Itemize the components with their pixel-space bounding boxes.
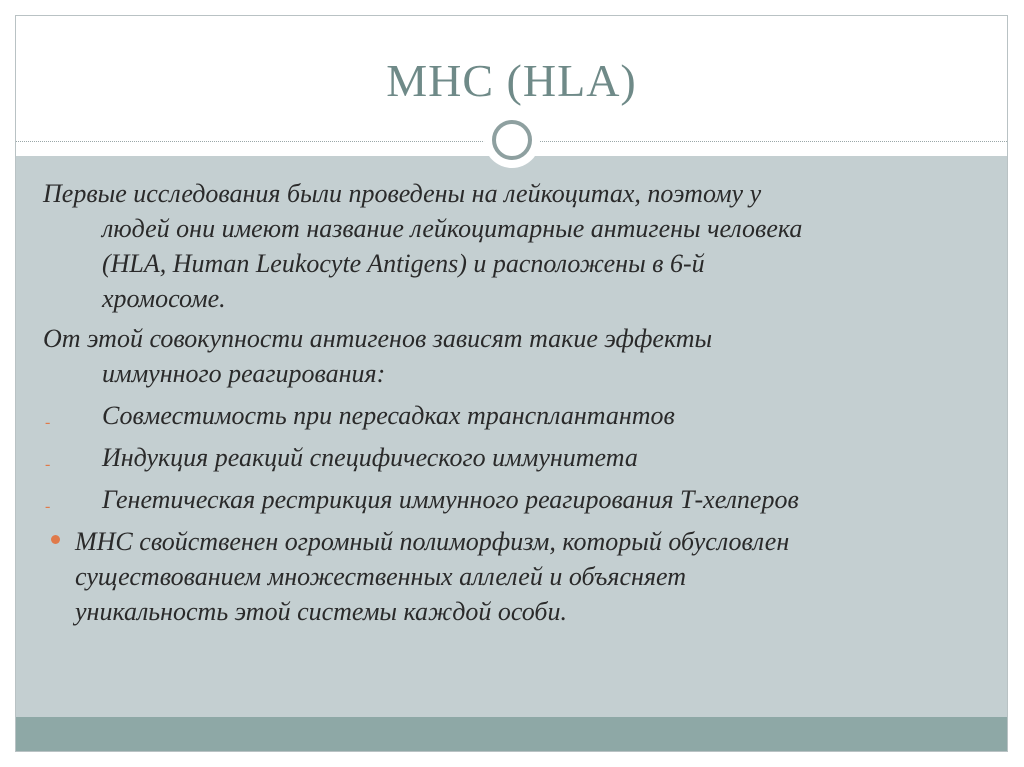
text-line: уникальность этой системы каждой особи. [75,597,567,626]
text-line: существованием множественных аллелей и объясняет [75,562,686,591]
dash-marker: - [45,414,51,431]
bullet-dot-icon [51,535,60,544]
content-area [16,156,1007,717]
text-line: Первые исследования были проведены на лейкоцитах, поэтому у [43,179,762,208]
ring-icon [492,120,532,160]
text-line: людей они имеют название лейкоцитарные антигены человека [102,214,803,243]
list-item: Индукция реакций специфического иммунитета [102,443,638,472]
slide-title: MHC (HLA) [386,55,637,106]
slide [15,15,1008,752]
dash-marker: - [45,456,51,473]
circle-ornament-icon [484,112,540,168]
list-item: Совместимость при пересадках трансплантантов [102,401,675,430]
text-line: От этой совокупности антигенов зависят такие эффекты [43,324,713,353]
text-line: иммунного реагирования: [102,359,386,388]
dash-marker: - [45,498,51,515]
footer-band [16,717,1007,751]
text-line: хромосоме. [102,284,226,313]
text-line: (HLA, Human Leukocyte Antigens) и расположены в 6-й [102,249,705,278]
text-line: MHC свойственен огромный полиморфизм, который обусловлен [75,527,790,556]
list-item: Генетическая рестрикция иммунного реагирования Т-хелперов [102,485,799,514]
